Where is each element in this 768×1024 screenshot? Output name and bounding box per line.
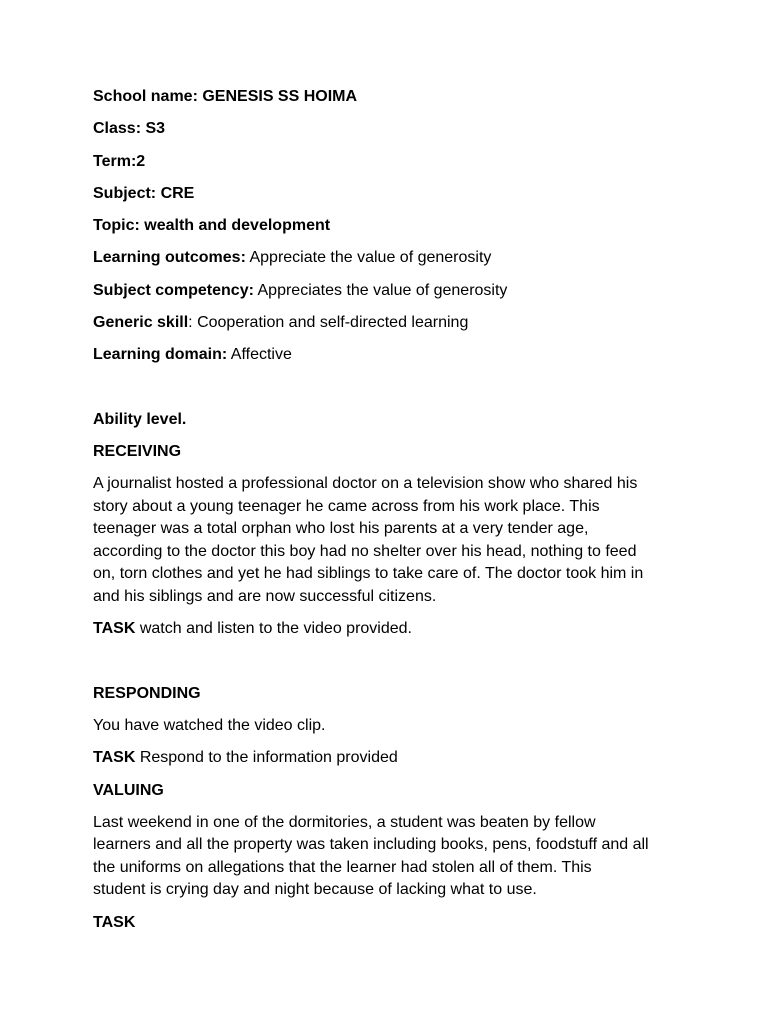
subject: Subject: CRE bbox=[93, 184, 195, 202]
task-label: TASK bbox=[93, 620, 136, 638]
paragraph-line: the uniforms on allegations that the learner had stolen all of them. This bbox=[93, 858, 592, 876]
document-page bbox=[93, 86, 683, 934]
paragraph-line: and his siblings and are now successful citizens. bbox=[93, 587, 437, 605]
responding-text: You have watched the video clip. bbox=[93, 717, 326, 735]
paragraph-line: Last weekend in one of the dormitories, a student was beaten by fellow bbox=[93, 813, 596, 831]
learning-outcomes-value: Appreciate the value of generosity bbox=[245, 249, 492, 267]
class: Class: S3 bbox=[93, 120, 166, 138]
paragraph-line: A journalist hosted a professional doctor on a television show who shared his bbox=[93, 475, 638, 493]
subject-competency bbox=[93, 280, 683, 303]
receiving-paragraph bbox=[93, 473, 683, 608]
learning-domain bbox=[93, 344, 683, 367]
task-text: Respond to the information provided bbox=[135, 749, 398, 767]
receiving-heading: RECEIVING bbox=[93, 443, 182, 461]
learning-outcomes bbox=[93, 247, 683, 270]
term: Term:2 bbox=[93, 152, 146, 170]
paragraph-line: on, torn clothes and yet he had siblings to take care of. The doctor took him in bbox=[93, 565, 644, 583]
paragraph-line: student is crying day and night because of lacking what to use. bbox=[93, 881, 537, 899]
topic: Topic: wealth and development bbox=[93, 217, 331, 235]
school-name: School name: GENESIS SS HOIMA bbox=[93, 88, 358, 105]
learning-outcomes-label: Learning outcomes: bbox=[93, 249, 246, 267]
learning-domain-value: Affective bbox=[227, 346, 292, 364]
task-label: TASK bbox=[93, 749, 136, 767]
responding-heading: RESPONDING bbox=[93, 684, 201, 702]
subject-competency-label: Subject competency: bbox=[93, 281, 254, 299]
generic-skill bbox=[93, 312, 683, 335]
subject-competency-value: Appreciates the value of generosity bbox=[253, 281, 508, 299]
valuing-task-label: TASK bbox=[93, 913, 136, 931]
generic-skill-label: Generic skill bbox=[93, 314, 189, 332]
valuing-paragraph bbox=[93, 812, 683, 902]
paragraph-line: teenager was a total orphan who lost his parents at a very tender age, bbox=[93, 520, 589, 538]
paragraph-line: story about a young teenager he came across from his work place. This bbox=[93, 497, 600, 515]
valuing-heading: VALUING bbox=[93, 781, 164, 799]
paragraph-line: according to the doctor this boy had no shelter over his head, nothing to feed bbox=[93, 542, 637, 560]
responding-task bbox=[93, 747, 683, 770]
learning-domain-label: Learning domain: bbox=[93, 346, 228, 364]
paragraph-line: learners and all the property was taken including books, pens, foodstuff and all bbox=[93, 836, 649, 854]
task-text: watch and listen to the video provided. bbox=[135, 620, 412, 638]
receiving-task bbox=[93, 618, 683, 641]
generic-skill-value: : Cooperation and self-directed learning bbox=[188, 314, 469, 332]
ability-level-heading: Ability level. bbox=[93, 410, 187, 428]
